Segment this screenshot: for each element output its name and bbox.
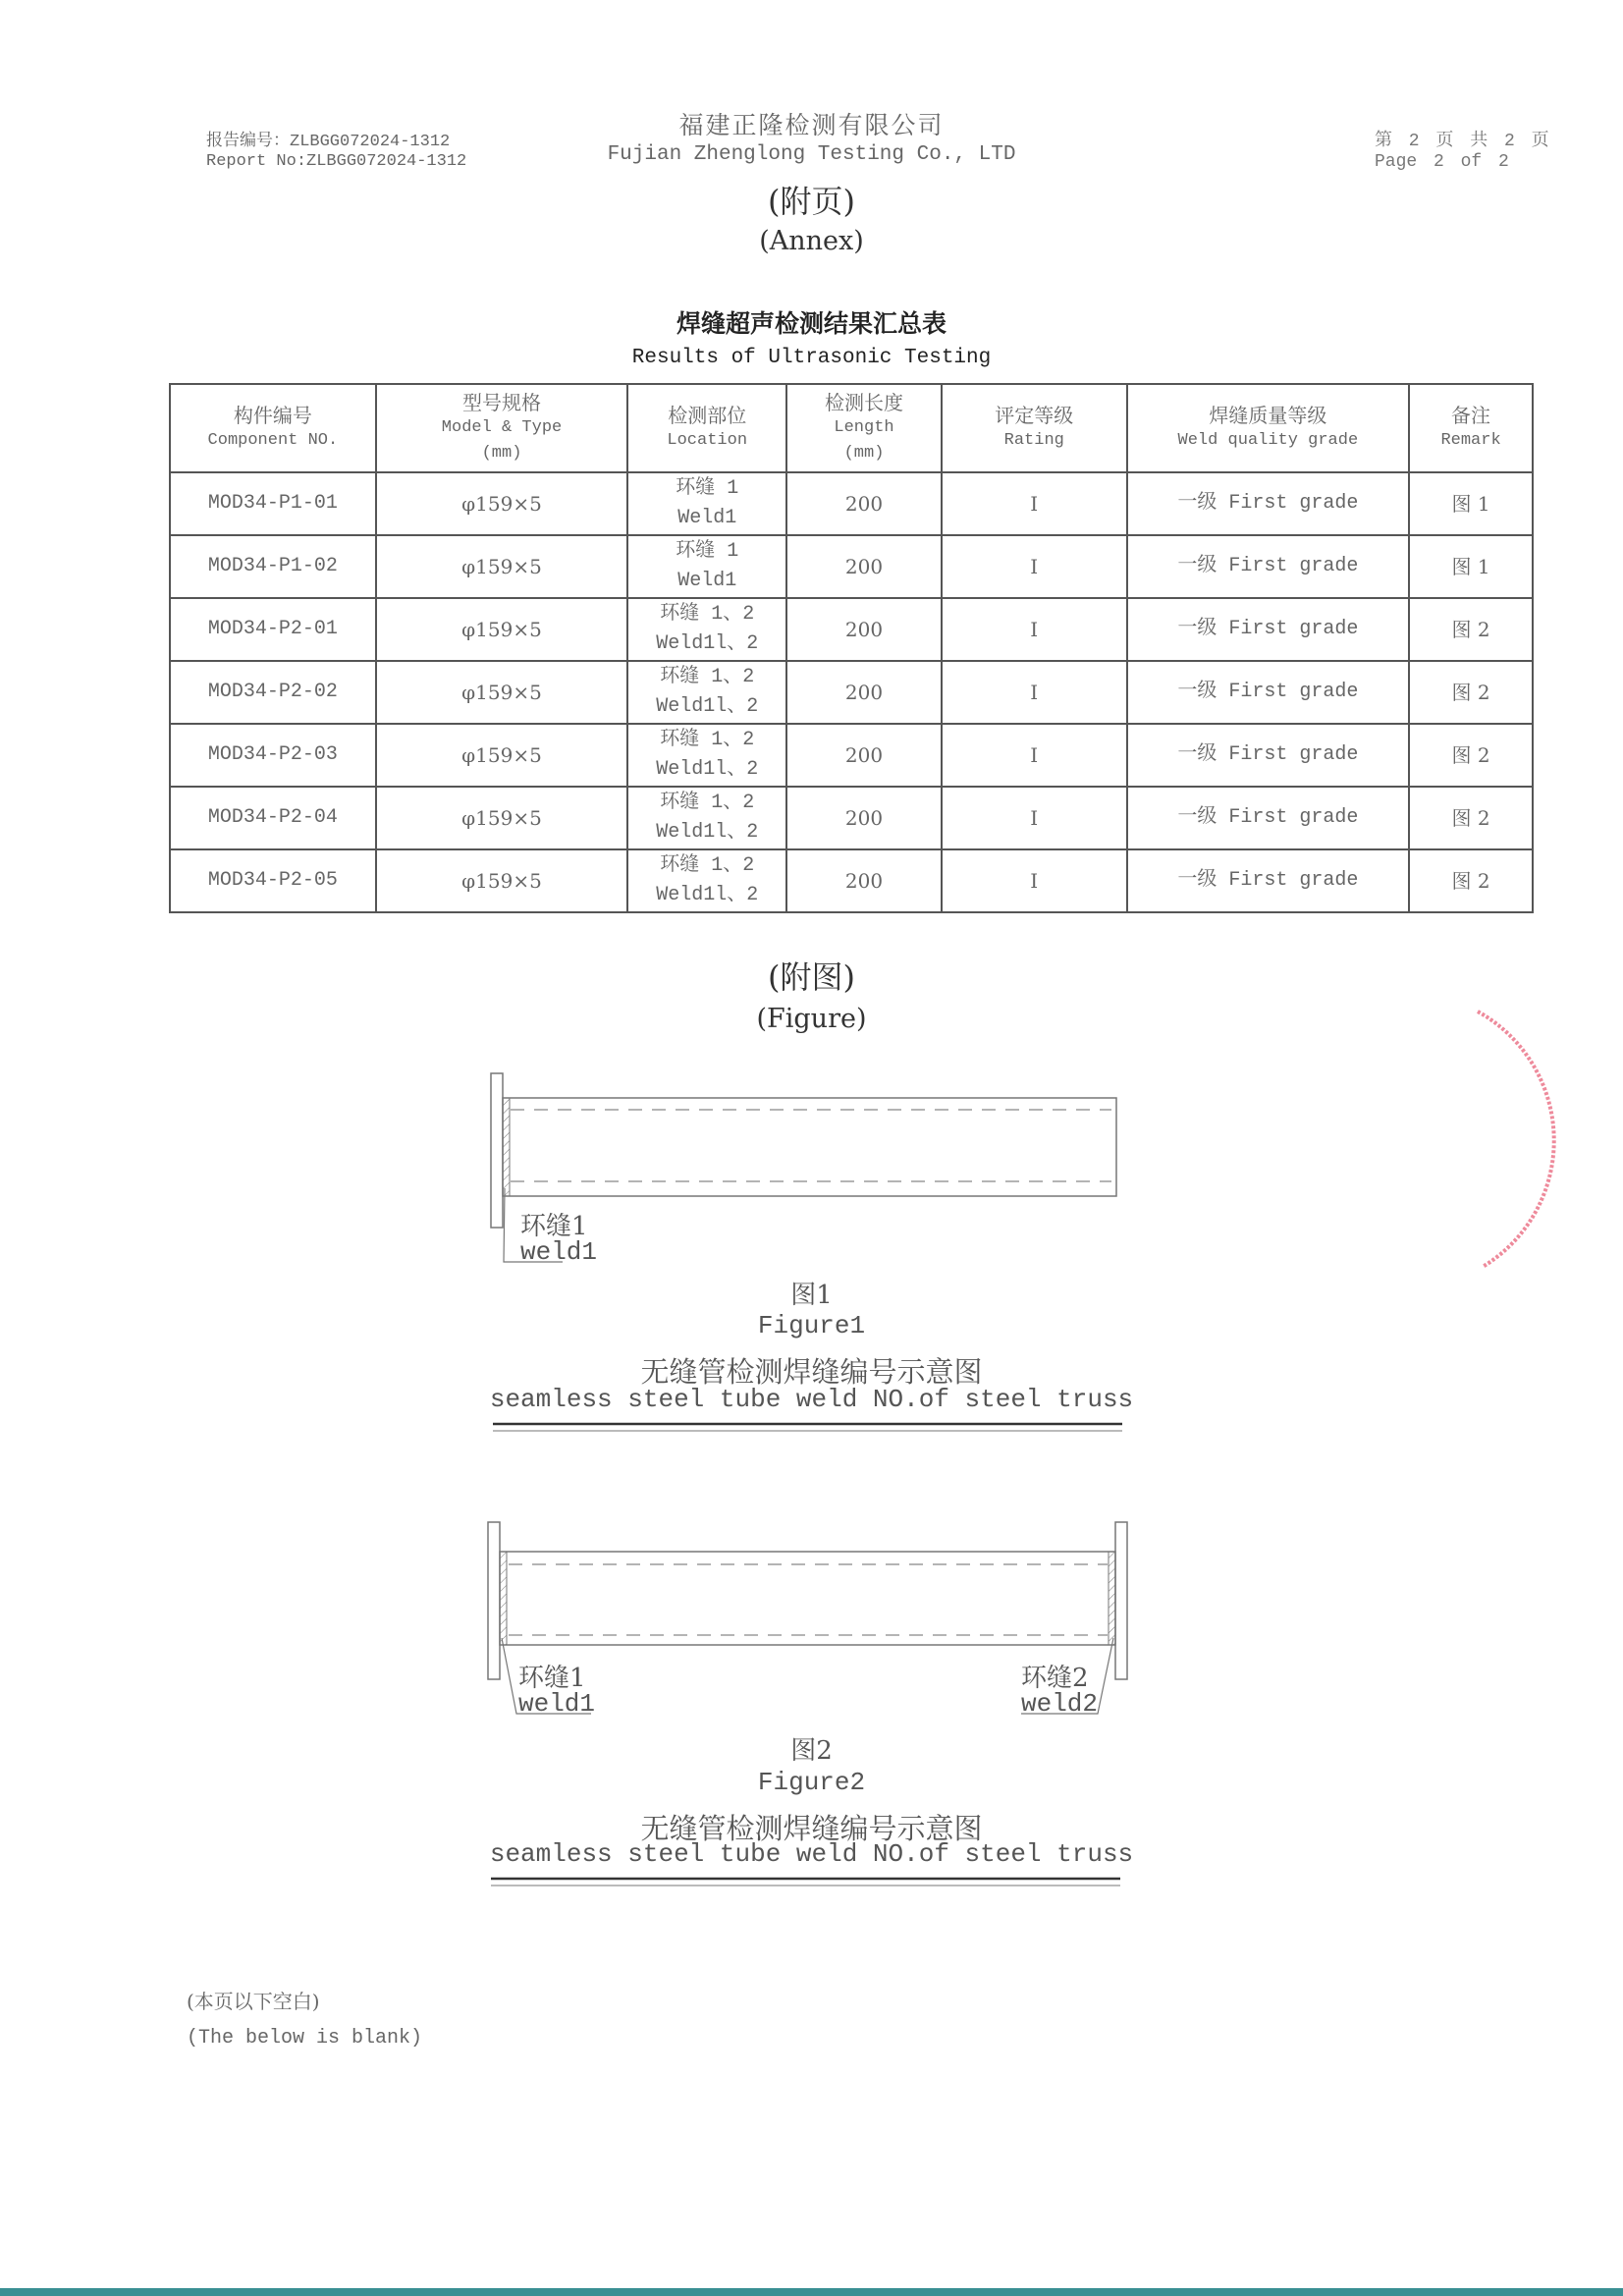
cell-rating: I: [942, 724, 1127, 787]
annex-title-cn: (附页): [768, 183, 855, 220]
cell-rating: I: [942, 787, 1127, 849]
report-number-cn: 报告编号：ZLBGG072024-1312: [206, 133, 451, 151]
cell-model: φ159×5: [376, 598, 628, 661]
figure1-underline: [493, 1424, 1122, 1431]
cell-loc-en: Weld1l、2: [656, 821, 759, 844]
weld2-hatch: [1109, 1552, 1115, 1645]
cell-length: 200: [786, 787, 942, 849]
blank-note-en: (The below is blank): [187, 2027, 423, 2050]
cell-rating: I: [942, 535, 1127, 598]
cell-length: 200: [786, 661, 942, 724]
col-cn: 焊缝质量等级: [1209, 404, 1327, 427]
fig2-label-en: Figure2: [757, 1768, 866, 1797]
report-number-en: Report No:ZLBGG072024-1312: [206, 152, 467, 171]
col-cn: 评定等级: [995, 404, 1074, 427]
weld1-hatch: [503, 1098, 510, 1196]
cell-grade: 一级 First grade: [1127, 535, 1409, 598]
cell-remark: 图 1: [1409, 472, 1533, 535]
cell-grade: 一级 First grade: [1127, 598, 1409, 661]
weld1-hatch: [500, 1552, 507, 1645]
cell-grade: 一级 First grade: [1127, 724, 1409, 787]
col-en: Component NO.: [207, 431, 339, 450]
table-title-cn: 焊缝超声检测结果汇总表: [676, 309, 947, 338]
cell-remark: 图 2: [1409, 849, 1533, 912]
figures-heading-cn: (附图): [768, 958, 855, 996]
cell-component: MOD34-P1-02: [170, 535, 376, 598]
page-indicator-en: Page 2 of 2: [1375, 152, 1509, 172]
cell-rating: I: [942, 598, 1127, 661]
end-plate-right: [1115, 1522, 1127, 1679]
fig2-weld1-cn: 环缝1: [518, 1664, 586, 1693]
cell-loc-cn: 环缝 1: [676, 540, 739, 563]
col-unit: (mm): [843, 444, 885, 463]
cell-model: φ159×5: [376, 535, 628, 598]
fig2-weld2-en: weld2: [1021, 1689, 1099, 1719]
col-unit: (mm): [481, 444, 522, 463]
col-cn: 型号规格: [462, 391, 542, 414]
cell-component: MOD34-P2-04: [170, 787, 376, 849]
cell-model: φ159×5: [376, 724, 628, 787]
page-indicator-cn: 第 2 页 共 2 页: [1375, 132, 1549, 151]
cell-loc-en: Weld1l、2: [656, 758, 759, 781]
cell-remark: 图 2: [1409, 661, 1533, 724]
cell-length: 200: [786, 472, 942, 535]
cell-loc-cn: 环缝 1: [676, 477, 739, 500]
cell-remark: 图 2: [1409, 787, 1533, 849]
blank-note-cn: (本页以下空白): [187, 1990, 320, 2013]
col-cn: 检测长度: [825, 391, 904, 414]
cell-grade: 一级 First grade: [1127, 472, 1409, 535]
table-title-en: Results of Ultrasonic Testing: [631, 347, 992, 369]
cell-model: φ159×5: [376, 849, 628, 912]
bottom-bar: [0, 2288, 1623, 2296]
cell-component: MOD34-P2-03: [170, 724, 376, 787]
col-en: Weld quality grade: [1177, 431, 1359, 450]
fig1-label-en: Figure1: [757, 1311, 866, 1340]
fig2-caption-cn: 无缝管检测焊缝编号示意图: [640, 1812, 983, 1845]
cell-loc-en: Weld1: [677, 507, 737, 529]
fig1-caption-cn: 无缝管检测焊缝编号示意图: [640, 1355, 983, 1389]
cell-component: MOD34-P2-02: [170, 661, 376, 724]
cell-grade: 一级 First grade: [1127, 661, 1409, 724]
fig1-label-cn: 图1: [790, 1281, 833, 1310]
company-stamp: [1478, 1011, 1554, 1267]
col-en: Rating: [1003, 431, 1064, 450]
cell-loc-cn: 环缝 1、2: [660, 603, 755, 626]
fig2-weld2-cn: 环缝2: [1021, 1664, 1089, 1693]
cell-loc-en: Weld1: [677, 570, 737, 592]
cell-model: φ159×5: [376, 787, 628, 849]
cell-grade: 一级 First grade: [1127, 787, 1409, 849]
col-en: Location: [667, 431, 748, 450]
figures-heading-en: (Figure): [756, 1004, 867, 1034]
col-cn: 构件编号: [233, 404, 312, 427]
cell-length: 200: [786, 598, 942, 661]
cell-grade: 一级 First grade: [1127, 849, 1409, 912]
annex-title-en: (Annex): [759, 226, 864, 256]
end-plate-left: [488, 1522, 500, 1679]
cell-loc-cn: 环缝 1、2: [660, 792, 755, 814]
cell-length: 200: [786, 724, 942, 787]
cell-rating: I: [942, 661, 1127, 724]
col-cn: 检测部位: [668, 404, 747, 427]
tube-outline: [500, 1552, 1115, 1645]
fig1-weld1-en: weld1: [520, 1237, 598, 1267]
cell-remark: 图 1: [1409, 535, 1533, 598]
fig2-caption-en: seamless steel tube weld NO.of steel truss: [489, 1839, 1134, 1869]
col-en: Model & Type: [441, 418, 563, 437]
cell-model: φ159×5: [376, 661, 628, 724]
figure2-underline: [491, 1879, 1120, 1886]
col-en: Length: [834, 418, 894, 437]
cell-component: MOD34-P2-05: [170, 849, 376, 912]
fig1-caption-en: seamless steel tube weld NO.of steel truss: [489, 1385, 1134, 1414]
fig2-weld1-en: weld1: [518, 1689, 596, 1719]
end-plate: [491, 1073, 503, 1228]
col-cn: 备注: [1451, 404, 1491, 427]
cell-remark: 图 2: [1409, 724, 1533, 787]
cell-loc-en: Weld1l、2: [656, 884, 759, 906]
cell-rating: I: [942, 849, 1127, 912]
cell-rating: I: [942, 472, 1127, 535]
cell-loc-en: Weld1l、2: [656, 695, 759, 718]
cell-length: 200: [786, 535, 942, 598]
col-en: Remark: [1440, 431, 1501, 450]
cell-component: MOD34-P2-01: [170, 598, 376, 661]
cell-loc-cn: 环缝 1、2: [660, 666, 755, 688]
company-name-en: Fujian Zhenglong Testing Co., LTD: [607, 143, 1016, 166]
fig2-label-cn: 图2: [790, 1736, 833, 1766]
cell-component: MOD34-P1-01: [170, 472, 376, 535]
company-name-cn: 福建正隆检测有限公司: [678, 111, 945, 139]
cell-length: 200: [786, 849, 942, 912]
cell-model: φ159×5: [376, 472, 628, 535]
fig1-weld1-cn: 环缝1: [520, 1212, 588, 1241]
cell-loc-en: Weld1l、2: [656, 632, 759, 655]
cell-loc-cn: 环缝 1、2: [660, 854, 755, 877]
cell-loc-cn: 环缝 1、2: [660, 729, 755, 751]
cell-remark: 图 2: [1409, 598, 1533, 661]
